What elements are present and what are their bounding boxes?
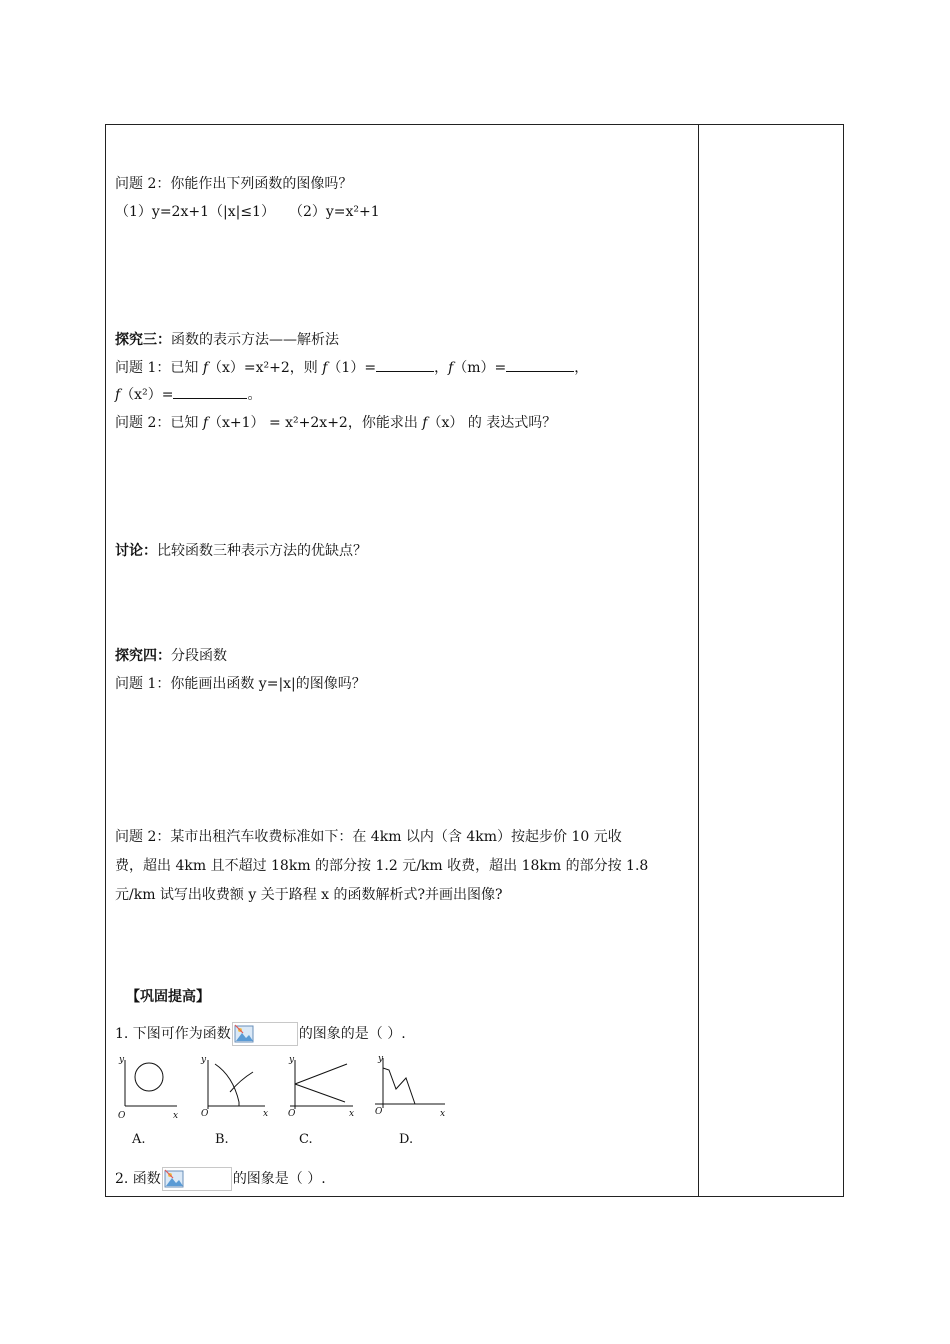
broken-image-icon xyxy=(163,1168,185,1190)
graph-a xyxy=(118,1055,178,1121)
origin-label: O xyxy=(118,1111,126,1121)
q1-given: （x）=x²+2，则 xyxy=(208,360,323,376)
section4-heading-text: 分段函数 xyxy=(171,648,227,664)
discussion xyxy=(115,542,367,560)
practice-1-prefix: 1. 下图可作为函数 xyxy=(115,1026,231,1042)
answer-blank[interactable] xyxy=(173,386,247,399)
origin-label: O xyxy=(288,1109,296,1119)
formula-image-placeholder xyxy=(162,1167,232,1191)
axis-x-label: x xyxy=(349,1109,355,1119)
q2-graph-items: （1）y=2x+1（|x|≤1） （2）y=x²+1 xyxy=(115,204,380,220)
section3-heading-bold: 探究三： xyxy=(115,332,171,348)
f-symbol: f xyxy=(422,415,428,431)
section3-heading xyxy=(115,331,339,349)
axis-x-label: x xyxy=(440,1109,446,1119)
f-symbol: f xyxy=(202,415,208,431)
option-graphs xyxy=(115,1054,455,1124)
practice-2-suffix: 的图象是（ ）. xyxy=(232,1171,326,1187)
graph-d xyxy=(375,1054,445,1119)
option-a: A. xyxy=(132,1132,146,1147)
practice-2-prefix: 2. 函数 xyxy=(115,1171,161,1187)
discussion-label: 讨论： xyxy=(115,543,157,559)
answer-blank[interactable] xyxy=(376,359,434,372)
q1-f1: （1）= xyxy=(327,360,377,376)
section4-q1: 问题 1：你能画出函数 y=|x|的图像吗？ xyxy=(115,676,366,692)
axis-y-label: y xyxy=(119,1055,125,1065)
origin-label: O xyxy=(375,1107,383,1117)
f-symbol: f xyxy=(322,360,328,376)
section3-q1-line2 xyxy=(115,386,261,404)
section4-q2-line1: 问题 2：某市出租汽车收费标准如下：在 4km 以内（含 4km）按起步价 10 元收 xyxy=(115,829,622,845)
q1-fx2: （x²）= xyxy=(120,387,174,403)
discussion-text: 比较函数三种表示方法的优缺点？ xyxy=(157,543,367,559)
axis-y-label: y xyxy=(201,1055,207,1065)
section4-heading xyxy=(115,647,227,665)
broken-image-icon xyxy=(233,1023,255,1045)
f-symbol: f xyxy=(115,387,121,403)
practice-1 xyxy=(115,1022,406,1046)
answer-blank[interactable] xyxy=(506,359,574,372)
section3-heading-text: 函数的表示方法——解析法 xyxy=(171,332,339,348)
column-divider xyxy=(698,124,699,1197)
q2-graph-title: 问题 2：你能作出下列函数的图像吗？ xyxy=(115,176,353,192)
section4-q2-line3: 元/km 试写出收费额 y 关于路程 x 的函数解析式?并画出图像? xyxy=(115,887,503,903)
f-symbol: f xyxy=(448,360,454,376)
formula-image-placeholder xyxy=(232,1022,298,1046)
option-b: B. xyxy=(215,1132,229,1147)
graph-c xyxy=(288,1055,354,1119)
comma: ， xyxy=(574,360,589,376)
q2-prefix: 问题 2：已知 xyxy=(115,415,203,431)
practice-2 xyxy=(115,1167,326,1191)
option-d: D. xyxy=(399,1132,414,1147)
q2-ask: （x） 的 表达式吗？ xyxy=(427,415,557,431)
section4-q2-line2: 费，超出 4km 且不超过 18km 的部分按 1.2 元/km 收费，超出 18km 的部分按 1.8 xyxy=(115,858,649,874)
origin-label: O xyxy=(201,1109,209,1119)
section3-q1 xyxy=(115,359,588,377)
section3-q2 xyxy=(115,414,556,432)
option-c: C. xyxy=(299,1132,313,1147)
q1-fm: （m）= xyxy=(453,360,507,376)
period: 。 xyxy=(247,387,262,403)
section4-heading-bold: 探究四： xyxy=(115,648,171,664)
axis-y-label: y xyxy=(378,1054,384,1064)
q2-given: （x+1） = x²+2x+2，你能求出 xyxy=(208,415,423,431)
f-symbol: f xyxy=(202,360,208,376)
axis-x-label: x xyxy=(263,1109,269,1119)
q1-prefix: 问题 1：已知 xyxy=(115,360,203,376)
comma: ， xyxy=(434,360,449,376)
practice-1-suffix: 的图象的是（ ）. xyxy=(298,1026,406,1042)
consolidate-heading: 【巩固提高】 xyxy=(126,989,210,1005)
axis-x-label: x xyxy=(173,1111,179,1121)
axis-y-label: y xyxy=(289,1055,295,1065)
graph-b xyxy=(200,1055,268,1119)
